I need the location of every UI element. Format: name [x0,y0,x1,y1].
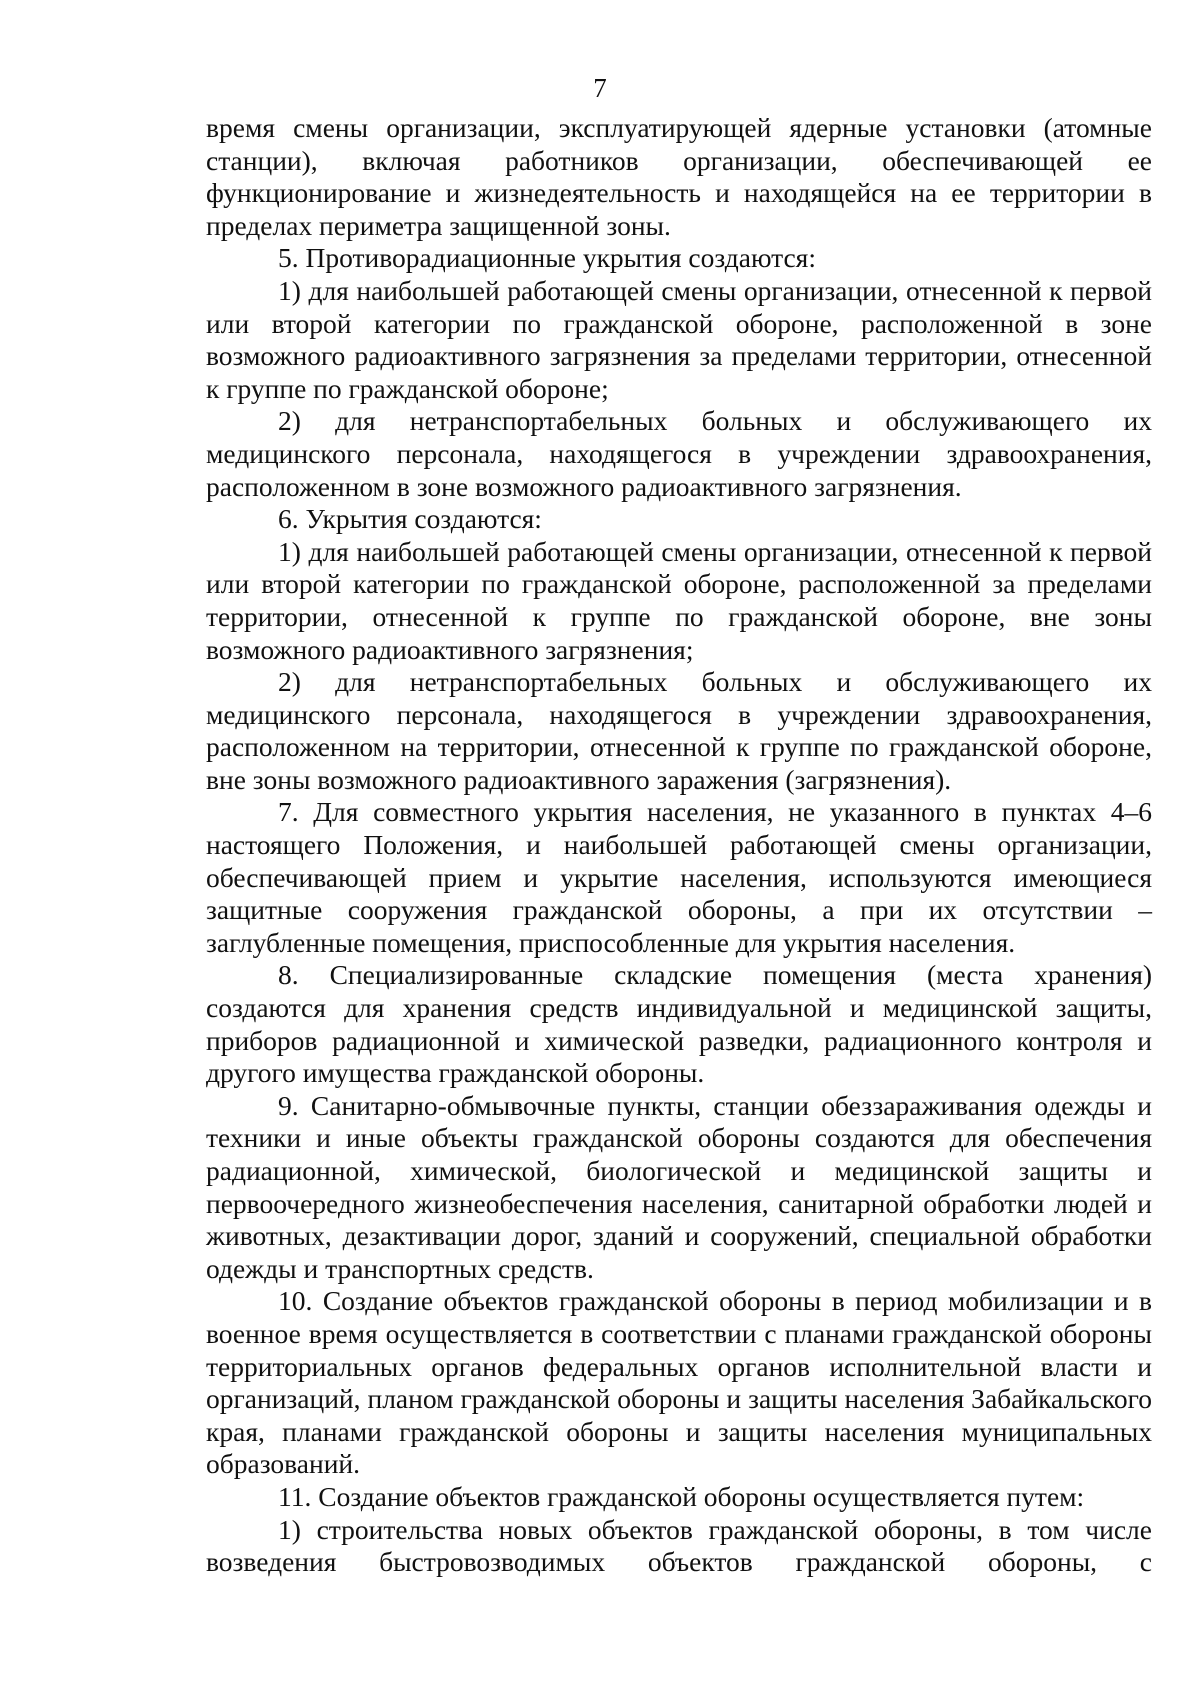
paragraph-item-6: 6. Укрытия создаются: [278,503,542,535]
paragraph-item-9: 9. Санитарно-обмывочные пункты, станции обеззараживания одежды и техники и иные объекты гражданской обороны создаются для обеспечения радиационной, химической, биологической и медицинской защиты и первоочередного жизнеобеспечения населения, санитарной обработки людей и животных, дезактивации дорог, зданий и сооружений, специальной обработки одежды и транспортных средств. [206,1089,1152,1284]
paragraph-item-5-2: 2) для нетранспортабельных больных и обслуживающего их медицинского персонала, находящегося в учреждении здравоохранения, расположенном в зоне возможного радиоактивного загрязнения. [206,405,1152,502]
paragraph-continuation: время смены организации, эксплуатирующей ядерные установки (атомные станции), включая работников организации, обеспечивающей ее функционирование и жизнедеятельность и находящейся на ее территории в пределах периметра защищенной зоны. [206,112,1152,241]
paragraph-item-8: 8. Специализированные складские помещения (места хранения) создаются для хранения средств индивидуальной и медицинской защиты, приборов радиационной и химической разведки, радиационного контроля и другого имущества гражданской обороны. [206,959,1152,1089]
paragraph-item-11-1: 1) строительства новых объектов гражданской обороны, в том числе возведения быстровозводимых объектов гражданской обороны, с [206,1513,1152,1578]
paragraph-item-6-1: 1) для наибольшей работающей смены организации, отнесенной к первой или второй категории по гражданской обороне, расположенной за пределами территории, отнесенной к группе по гражданской обороне, вне зоны возможного радиоактивного загрязнения; [206,535,1152,665]
paragraph-item-5: 5. Противорадиационные укрытия создаются: [278,242,816,274]
paragraph-item-10: 10. Создание объектов гражданской обороны в период мобилизации и в военное время осуществляется в соответствии с планами гражданской обороны территориальных органов федеральных органов исполнительной власти и организаций, планом гражданской обороны и защиты населения Забайкальского края, планами гражданской обороны и защиты населения муниципальных образований. [206,1285,1152,1480]
document-body [206,112,1152,1579]
paragraph-item-11: 11. Создание объектов гражданской обороны осуществляется путем: [278,1480,1085,1512]
paragraph-item-6-2: 2) для нетранспортабельных больных и обслуживающего их медицинского персонала, находящегося в учреждении здравоохранения, расположенном на территории, отнесенной к группе по гражданской обороне, вне зоны возможного радиоактивного заражения (загрязнения). [206,666,1152,795]
page-number: 7 [593,73,607,103]
paragraph-item-5-1: 1) для наибольшей работающей смены организации, отнесенной к первой или второй категории по гражданской обороне, расположенной в зоне возможного радиоактивного загрязнения за пределами территории, отнесенной к группе по гражданской обороне; [206,274,1152,404]
paragraph-item-7: 7. Для совместного укрытия населения, не указанного в пунктах 4–6 настоящего Положения, и наибольшей работающей смены организации, обеспечивающей прием и укрытие населения, используются имеющиеся защитные сооружения гражданской обороны, а при их отсутствии – заглубленные помещения, приспособленные для укрытия населения. [206,796,1152,958]
